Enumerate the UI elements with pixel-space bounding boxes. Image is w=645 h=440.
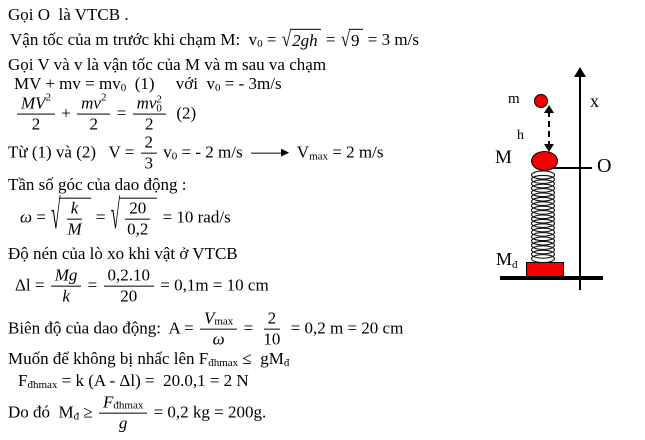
math-variable: mv xyxy=(81,93,101,113)
math-variable: ω xyxy=(212,329,225,349)
text-run: Do đó M xyxy=(8,402,74,422)
math-variable: MV xyxy=(21,93,46,113)
x-axis-line xyxy=(579,76,581,290)
text-run: + xyxy=(57,103,76,123)
radical-sign-icon: √ xyxy=(110,191,121,239)
subscript: max xyxy=(214,315,234,328)
text-run: 0,2.10 xyxy=(107,265,151,285)
text-run: Tần số góc của dao động : xyxy=(8,174,187,194)
text-run: 2 xyxy=(89,114,99,134)
x-axis-label: x xyxy=(590,91,599,111)
base-label xyxy=(496,249,518,270)
math-variable: F xyxy=(103,392,114,412)
small-mass-label: m xyxy=(508,91,520,107)
height-label: h xyxy=(517,128,524,143)
text-run: MV + mv = mv xyxy=(14,73,121,93)
math-variable: V xyxy=(203,308,215,328)
large-mass-ball xyxy=(531,151,558,171)
text-run: = xyxy=(83,275,102,295)
text-run: = 0,2 kg = 200g. xyxy=(149,402,267,422)
radical-sign-icon: √ xyxy=(51,191,61,239)
text-run: Vận tốc của m trước khi chạm M: v xyxy=(10,29,258,49)
math-variable: Mg xyxy=(54,265,78,285)
subscript: đ xyxy=(73,410,80,423)
text-run: Gọi V và v là vận tốc của M và m sau va chạm xyxy=(8,54,327,74)
drop-arrow-line-icon xyxy=(548,111,550,147)
text-run: = xyxy=(112,103,131,123)
subscript: đ xyxy=(283,356,290,369)
ground-line xyxy=(500,276,603,280)
text-run: 20 xyxy=(129,198,147,218)
text-run: Muốn để không bị nhấc lên F xyxy=(8,348,209,368)
text-run: V xyxy=(292,142,310,162)
text-run: ≤ gM xyxy=(238,348,284,368)
text-run: 20 xyxy=(120,286,138,306)
origin-label: O xyxy=(597,155,612,177)
text-run: Độ nén của lò xo khi vật ở VTCB xyxy=(8,243,238,263)
text-run: 2 xyxy=(267,308,277,328)
text-run: 2 xyxy=(144,132,154,152)
superscript: 2 xyxy=(156,93,162,106)
text-run: Từ (1) và (2) V = xyxy=(8,142,139,162)
subscript: 0 xyxy=(171,150,178,163)
subscript: 0 xyxy=(120,81,127,94)
math-variable: g xyxy=(118,413,128,433)
text-run: Biên độ của dao động: A = xyxy=(8,318,198,338)
text-run: v xyxy=(159,142,172,162)
math-variable: ω xyxy=(20,207,33,227)
text-run: = 2 m/s xyxy=(328,142,384,162)
subscript: max xyxy=(309,150,329,163)
text-run: = xyxy=(32,207,51,227)
text-run: (1) với v xyxy=(126,73,216,93)
text-run: 0,2 xyxy=(127,219,149,239)
text-run: = - 2 m/s xyxy=(177,142,247,162)
text-run: 2 xyxy=(144,114,154,134)
text-run: Gọi O là VTCB . xyxy=(8,4,129,24)
text-run: = - 3m/s xyxy=(220,73,282,93)
text-run: = 0,2 m = 20 cm xyxy=(286,318,404,338)
origin-tick-line xyxy=(552,167,592,169)
base-block xyxy=(526,262,564,277)
math-variable: M xyxy=(67,219,82,239)
subscript: 0 xyxy=(215,81,221,94)
math-variable: k xyxy=(62,286,70,306)
text-run: = 0,1m = 10 cm xyxy=(156,275,269,295)
text-run: ≥ xyxy=(79,402,97,422)
subscript: 0 xyxy=(257,37,263,50)
superscript: 2 xyxy=(45,91,52,104)
subscript: đhmax xyxy=(113,399,144,412)
text-run: 2 xyxy=(31,114,41,134)
spring-icon xyxy=(530,170,557,263)
text-run: Δl = xyxy=(15,275,49,295)
text-run: 10 xyxy=(263,329,281,349)
subscript: đhmax xyxy=(208,356,239,369)
text-run: (2) xyxy=(167,103,197,123)
large-mass-label: M xyxy=(495,147,512,168)
math-variable: mv xyxy=(136,93,157,113)
radical-sign-icon: √ xyxy=(281,27,292,51)
text-run: = xyxy=(262,29,281,49)
text-run: = 10 rad/s xyxy=(158,207,231,227)
subscript: đhmax xyxy=(27,378,58,391)
text-run: = k (A - Δl) = 20.0,1 = 2 N xyxy=(57,370,249,390)
math-variable: k xyxy=(70,198,79,218)
text-run: F xyxy=(18,370,28,390)
base-label-main: M xyxy=(496,249,513,269)
base-label-sub: đ xyxy=(512,259,518,271)
text-run: = 3 m/s xyxy=(363,29,419,49)
text-run: = xyxy=(91,207,110,227)
superscript: 2 xyxy=(100,91,107,104)
text-run: 3 xyxy=(144,153,154,173)
math-variable: 2gh xyxy=(292,30,318,50)
radical-sign-icon: √ xyxy=(340,27,351,51)
subscript: 0 xyxy=(156,102,162,115)
text-run: = xyxy=(239,318,258,338)
text-run: = xyxy=(321,29,340,49)
text-run: 9 xyxy=(351,30,360,50)
